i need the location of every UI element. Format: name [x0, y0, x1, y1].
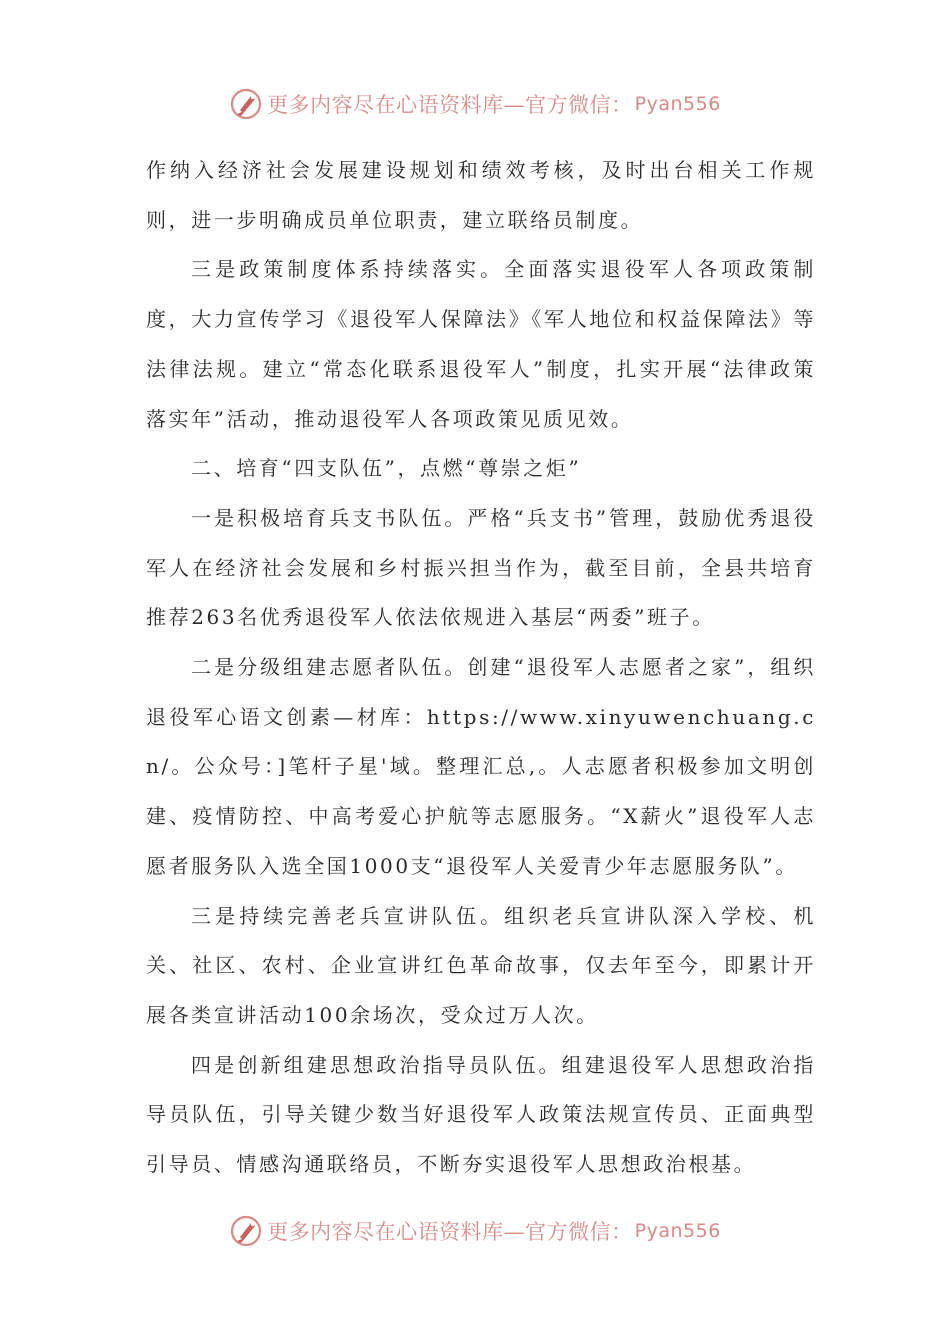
- pen-nib-circle-icon: [229, 1214, 263, 1248]
- paragraph-continuation: 作纳入经济社会发展建设规划和绩效考核，及时出台相关工作规则，进一步明确成员单位职责，建立联络员制度。: [146, 158, 816, 232]
- banner-handle: Pyan556: [634, 1220, 721, 1242]
- paragraph-policy-system: 三是政策制度体系持续落实。全面落实退役军人各项政策制度，大力宣传学习《退役军人保障法》《军人地位和权益保障法》等法律法规。建立“常态化联系退役军人”制度，扎实开展“法律政策落实年”活动，推动退役军人各项政策见质见效。: [146, 257, 816, 431]
- section-heading-four-teams: 二、培育“四支队伍”，点燃“尊崇之炬”: [191, 456, 582, 481]
- banner-text: 更多内容尽在心语资料库—官方微信：: [267, 93, 633, 117]
- banner-text: 更多内容尽在心语资料库—官方微信：: [267, 1220, 633, 1244]
- paragraph-volunteer-teams: 二是分级组建志愿者队伍。创建“退役军人志愿者之家”，组织退役军心语文创素—材库：https://www.xinyuwenchuang.cn/。公众号：]笔杆子星'域。整理汇总,。人志愿者积极参加文明创建、疫情防控、中高考爱心护航等志愿服务。“X薪火”退役军人志愿者服务队入选全国1000支“退役军人关爱青少年志愿服务队”。: [146, 655, 816, 878]
- footer-watermark-banner: [0, 1211, 950, 1251]
- paragraph-political-instructors: 四是创新组建思想政治指导员队伍。组建退役军人思想政治指导员队伍，引导关键少数当好退役军人政策法规宣传员、正面典型引导员、情感沟通联络员，不断夯实退役军人思想政治根基。: [146, 1052, 816, 1177]
- banner-handle: Pyan556: [634, 93, 721, 115]
- pen-nib-circle-icon: [229, 87, 263, 121]
- paragraph-village-secretaries: 一是积极培育兵支书队伍。严格“兵支书”管理，鼓励优秀退役军人在经济社会发展和乡村振兴担当作为，截至目前，全县共培育推荐263名优秀退役军人依法依规进入基层“两委”班子。: [146, 505, 816, 630]
- header-watermark-banner: [0, 84, 950, 124]
- paragraph-veteran-lecturers: 三是持续完善老兵宣讲队伍。组织老兵宣讲队深入学校、机关、社区、农村、企业宣讲红色革命故事，仅去年至今，即累计开展各类宣讲活动100余场次，受众过万人次。: [146, 903, 816, 1027]
- document-body: [146, 146, 816, 1190]
